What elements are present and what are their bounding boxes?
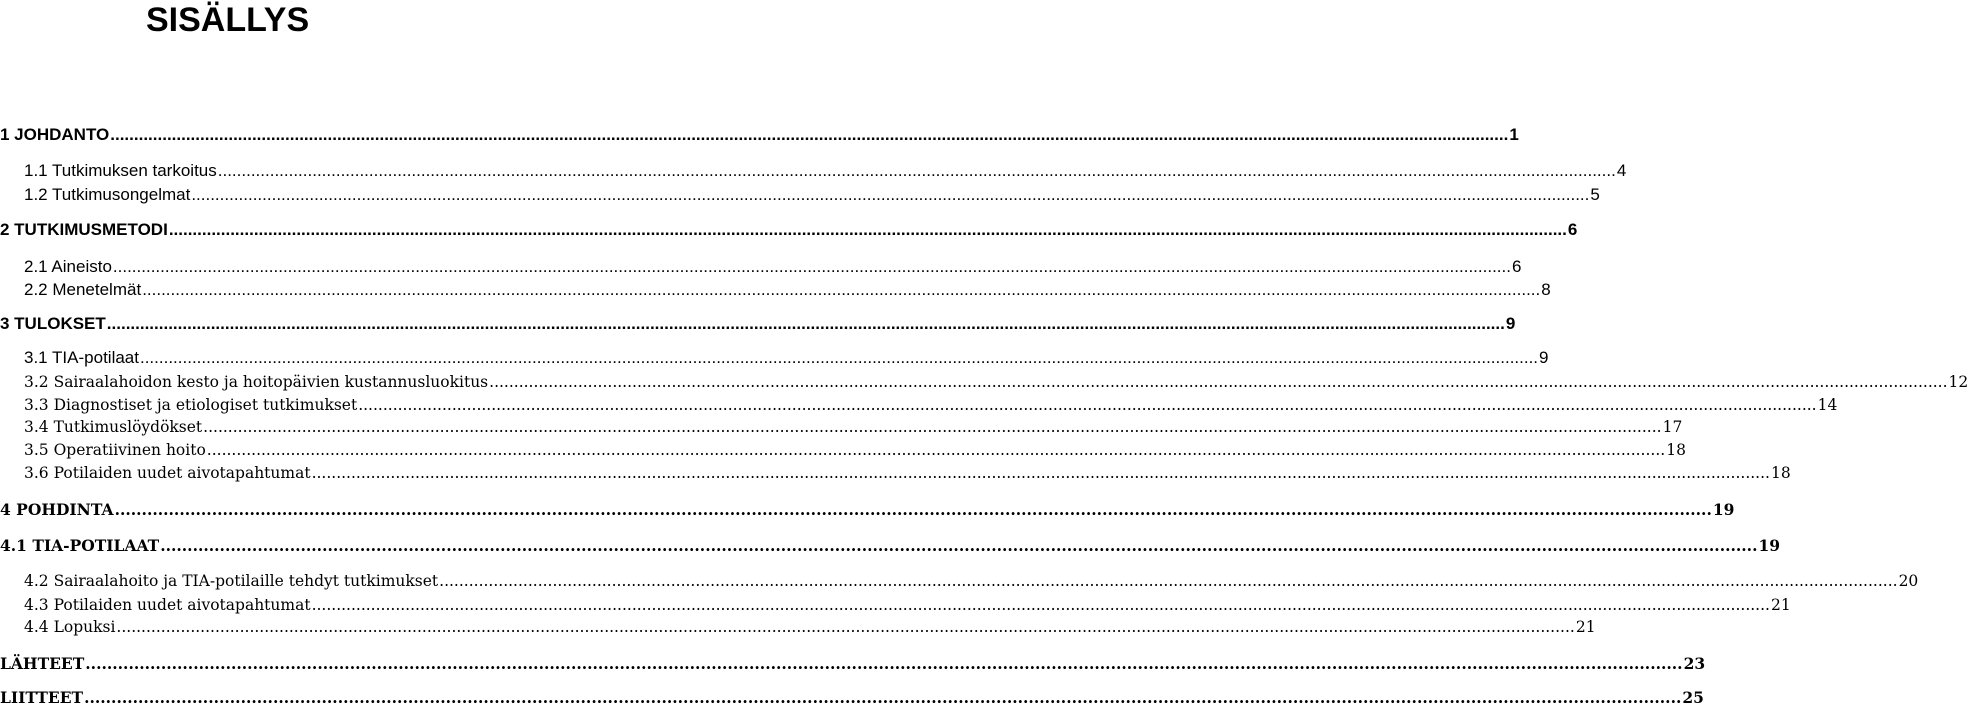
toc-entry-label: 2.2 Menetelmät (24, 280, 142, 299)
toc-entry-label: 4.3 Potilaiden uudet aivotapahtumat (24, 596, 311, 614)
toc-leader-dots (358, 394, 1816, 416)
toc-entry-tutkimuslöydökset[interactable] (24, 416, 1683, 438)
toc-entry-page: 17 (1662, 418, 1683, 436)
toc-leader-dots (140, 347, 1538, 369)
toc-entry-sairaalahoidon-kesto[interactable] (24, 371, 1968, 393)
toc-entry-label: 4 POHDINTA (0, 500, 114, 519)
toc-entry-page: 8 (1541, 280, 1551, 299)
toc-entry-uudet-aivotapahtumat[interactable] (24, 462, 1791, 484)
toc-entry-page: 18 (1666, 441, 1686, 459)
toc-entry-page: 18 (1770, 464, 1791, 482)
toc-entry-sairaalahoito-tutkimukset[interactable] (24, 570, 1919, 592)
toc-entry-page: 12 (1948, 373, 1968, 391)
toc-leader-dots (84, 687, 1681, 709)
toc-entry-label: 3 TULOKSET (0, 314, 106, 333)
toc-leader-dots (218, 160, 1616, 182)
toc-leader-dots (439, 570, 1897, 592)
toc-entry-page: 14 (1817, 396, 1838, 414)
toc-entry-label: 4.2 Sairaalahoito ja TIA-potilaille tehdyt tutkimukset (24, 572, 439, 590)
toc-entry-label: 3.5 Operatiivinen hoito (24, 441, 206, 459)
toc-title: SISÄLLYS (146, 1, 310, 39)
toc-entry-page: 21 (1575, 618, 1596, 636)
toc-leader-dots (489, 371, 1947, 393)
toc-entry-label: 4.1 TIA-POTILAAT (0, 536, 160, 555)
toc-entry-lopuksi[interactable] (24, 616, 1596, 638)
toc-entry-label: 3.6 Potilaiden uudet aivotapahtumat (24, 464, 311, 482)
toc-entry-potilaiden-aivotapahtumat[interactable] (24, 594, 1791, 616)
toc-leader-dots (85, 653, 1682, 675)
toc-entry-label: 2 TUTKIMUSMETODI (0, 220, 168, 239)
toc-entry-page: 25 (1682, 688, 1704, 707)
toc-leader-dots (115, 499, 1712, 521)
toc-entry-label: 3.1 TIA-potilaat (24, 348, 139, 367)
toc-leader-dots (169, 219, 1567, 241)
toc-entry-tutkimusongelmat[interactable] (24, 184, 1600, 206)
toc-entry-page: 9 (1539, 348, 1549, 367)
toc-entry-label: 1 JOHDANTO (0, 125, 110, 144)
toc-entry-page: 21 (1770, 596, 1791, 614)
toc-leader-dots (203, 416, 1661, 438)
toc-entry-label: 1.2 Tutkimusongelmat (24, 185, 191, 204)
toc-entry-page: 23 (1683, 654, 1706, 673)
toc-entry-label: 3.3 Diagnostiset ja etiologiset tutkimukset (24, 396, 358, 414)
toc-leader-dots (207, 439, 1665, 461)
toc-leader-dots (312, 594, 1770, 616)
toc-entry-pohdinta[interactable] (0, 499, 1735, 521)
toc-entry-label: 3.4 Tutkimuslöydökset (24, 418, 203, 436)
toc-leader-dots (191, 184, 1589, 206)
toc-entry-label: 1.1 Tutkimuksen tarkoitus (24, 161, 217, 180)
toc-leader-dots (113, 256, 1511, 278)
toc-entry-tia-potilaat-pohdinta[interactable] (0, 535, 1781, 557)
toc-entry-diagnostiset-tutkimukset[interactable] (24, 394, 1838, 416)
toc-entry-page: 19 (1758, 536, 1781, 555)
toc-leader-dots (160, 535, 1757, 557)
toc-leader-dots (142, 279, 1540, 301)
toc-entry-page: 4 (1616, 161, 1627, 180)
toc-entry-tulokset[interactable] (0, 313, 1516, 335)
toc-entry-johdanto[interactable] (0, 124, 1519, 146)
toc-entry-tutkimusmetodi[interactable] (0, 219, 1578, 241)
toc-entry-liitteet[interactable] (0, 687, 1704, 709)
toc-leader-dots (116, 616, 1574, 638)
toc-leader-dots (312, 462, 1770, 484)
toc-entry-page: 19 (1712, 500, 1735, 519)
toc-leader-dots (110, 124, 1508, 146)
toc-entry-label: 3.2 Sairaalahoidon kesto ja hoitopäivien kustannusluokitus (24, 373, 489, 391)
toc-entry-tia-potilaat[interactable] (24, 347, 1549, 369)
toc-entry-menetelmat[interactable] (24, 279, 1551, 301)
toc-entry-label: 4.4 Lopuksi (24, 618, 116, 636)
toc-entry-page: 6 (1511, 257, 1522, 276)
toc-entry-lahteet[interactable] (0, 653, 1706, 675)
toc-leader-dots (107, 313, 1505, 335)
toc-entry-label: LIITTEET (0, 688, 84, 707)
toc-entry-label: LÄHTEET (0, 654, 85, 673)
toc-entry-page: 9 (1505, 314, 1516, 333)
toc-entry-page: 5 (1590, 185, 1600, 204)
toc-entry-label: 2.1 Aineisto (24, 257, 112, 276)
toc-entry-page: 1 (1509, 125, 1519, 144)
toc-entry-page: 20 (1898, 572, 1919, 590)
toc-entry-aineisto[interactable] (24, 256, 1522, 278)
toc-entry-operatiivinen-hoito[interactable] (24, 439, 1686, 461)
toc-entry-tutkimuksen-tarkoitus[interactable] (24, 160, 1627, 182)
toc-entry-page: 6 (1567, 220, 1578, 239)
